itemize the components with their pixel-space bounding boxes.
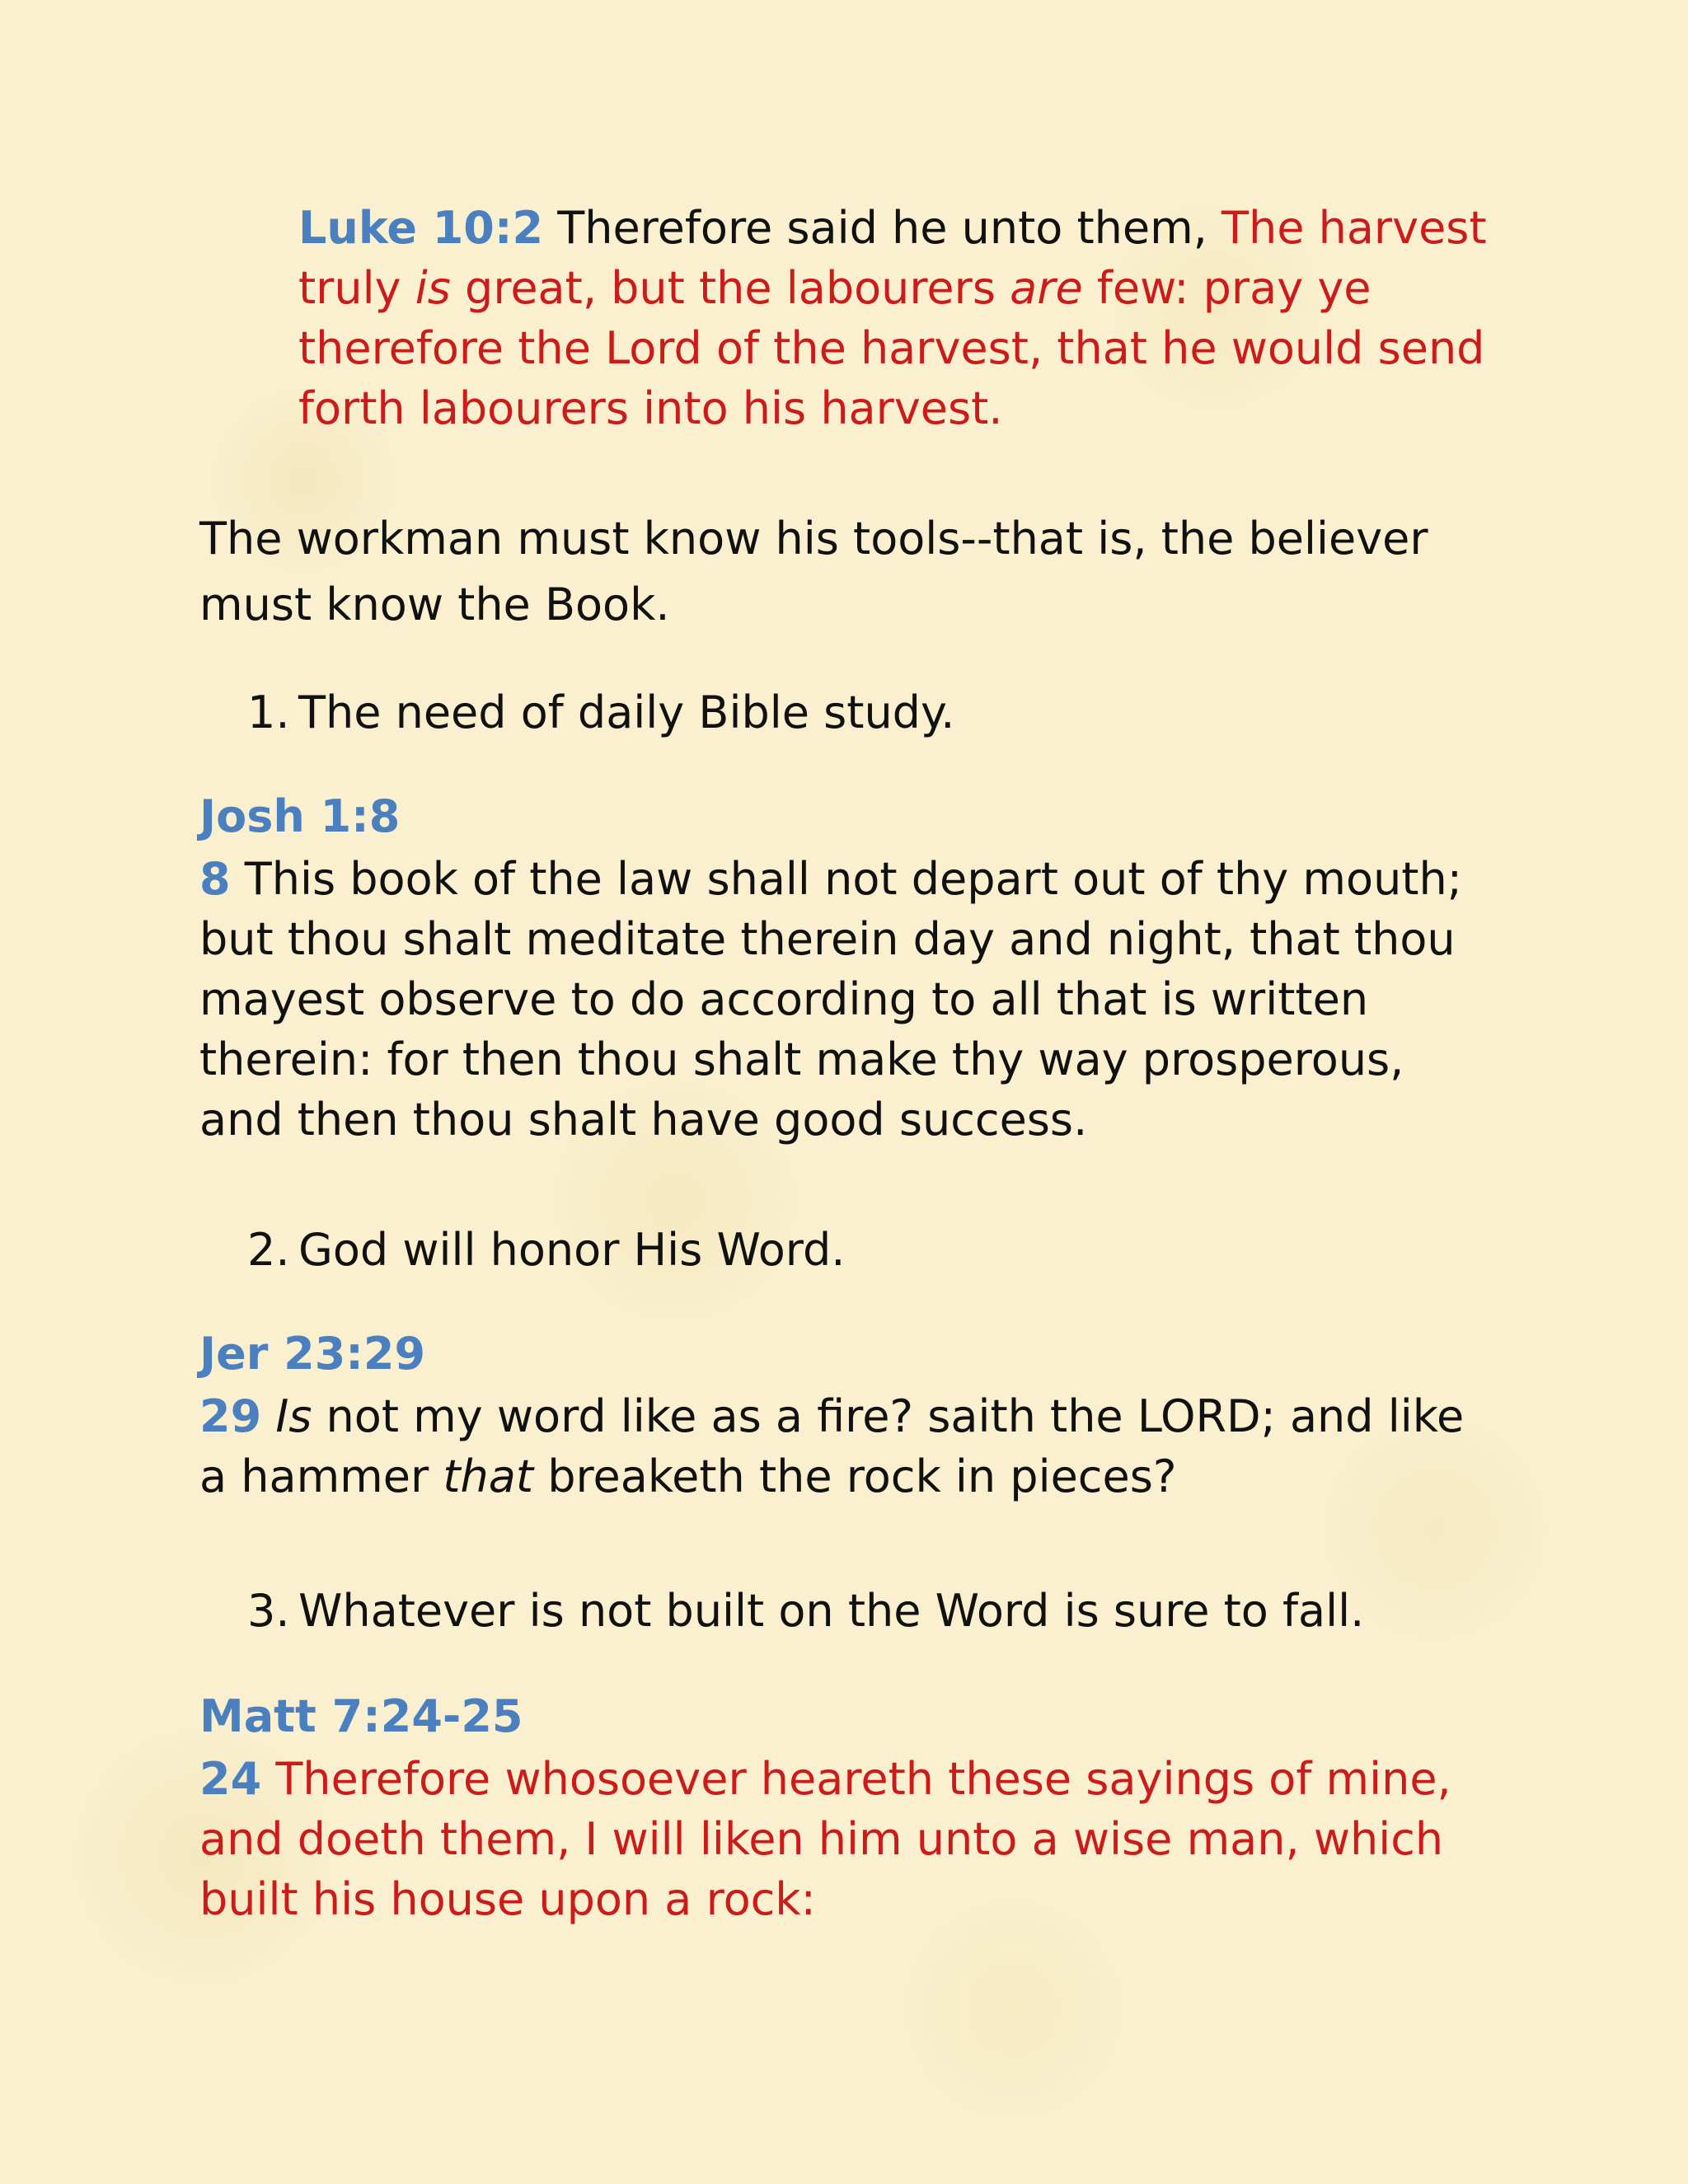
jer-text-1: not my word like as a fire? saith the LORD; and like a hammer xyxy=(199,1390,1465,1502)
list-text: The need of daily Bible study. xyxy=(298,687,955,738)
list-text: God will honor His Word. xyxy=(298,1224,846,1276)
jer-italic-2: that xyxy=(443,1451,534,1502)
luke-words-2: great, but the labourers xyxy=(450,262,1010,314)
list-item-3 xyxy=(247,1581,1364,1641)
luke-italic-2: are xyxy=(1010,262,1083,314)
list-text: Whatever is not built on the Word is sure to fall. xyxy=(298,1585,1365,1637)
luke-italic-1: is xyxy=(415,262,451,314)
list-number: 2. xyxy=(247,1224,290,1276)
matt-verse-text: Therefore whosoever heareth these sayings of mine, and doeth them, I will liken him unto a wise man, which built his house upon a rock: xyxy=(199,1753,1451,1925)
josh-verse-text: This book of the law shall not depart out of thy mouth; but thou shalt meditate therein day and night, that thou mayest observe to do according to all that is written therein: for then thou shalt make thy way prosperous, and then thou shalt have good success. xyxy=(199,853,1462,1146)
luke-words-1: The harvest truly xyxy=(298,202,1487,314)
list-number: 1. xyxy=(247,687,290,738)
list-number: 3. xyxy=(247,1585,290,1637)
jer-verse xyxy=(199,1386,1485,1507)
luke-intro: Therefore said he unto them, xyxy=(543,202,1222,254)
list-item-1 xyxy=(247,682,954,743)
luke-reference: Luke 10:2 xyxy=(298,202,544,254)
workman-paragraph: The workman must know his tools--that is, the believer must know the Book. xyxy=(199,513,1428,630)
josh-verse xyxy=(199,849,1485,1150)
jer-text-2: breaketh the rock in pieces? xyxy=(533,1451,1177,1502)
matt-verse xyxy=(199,1749,1485,1929)
matt-verse-number: 24 xyxy=(199,1753,262,1805)
list-item-2 xyxy=(247,1220,845,1280)
matt-reference: Matt 7:24-25 xyxy=(199,1690,523,1742)
jer-italic-1: Is xyxy=(275,1390,312,1442)
jer-verse-number: 29 xyxy=(199,1390,262,1442)
jer-reference: Jer 23:29 xyxy=(199,1328,426,1380)
luke-verse-block xyxy=(298,198,1493,438)
josh-verse-number: 8 xyxy=(199,853,231,905)
luke-words-3: few: pray ye therefore the Lord of the harvest, that he would send forth labourers into his harvest. xyxy=(298,262,1485,434)
josh-reference: Josh 1:8 xyxy=(199,790,401,842)
